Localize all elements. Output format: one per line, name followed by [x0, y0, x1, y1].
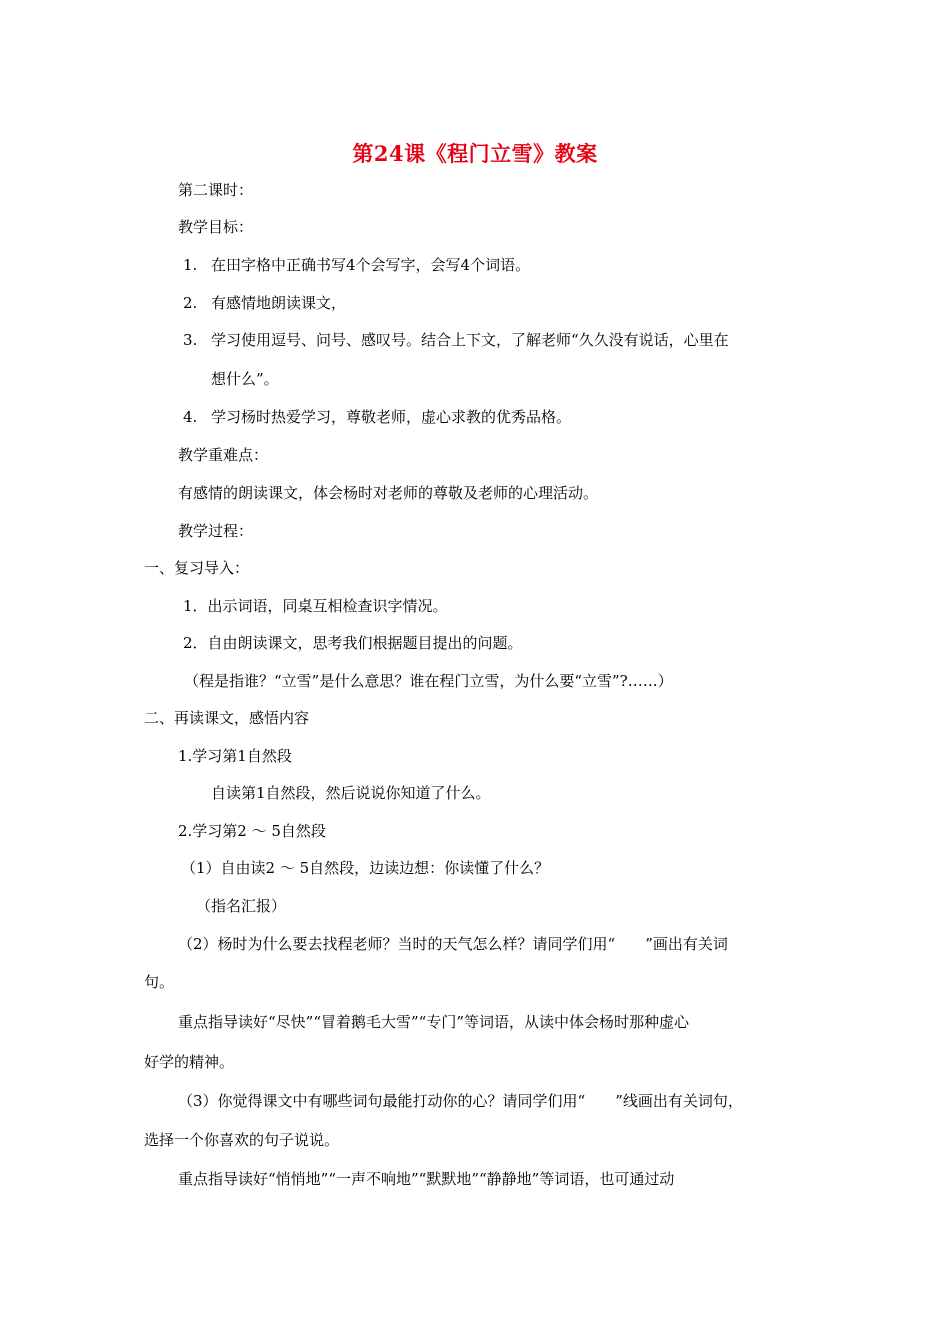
section-2-step-1-text: 自读第1自然段，然后说说你知道了什么。	[211, 784, 491, 802]
heading-key-points: 教学重难点：	[178, 446, 269, 464]
goal-number: 2.	[183, 294, 198, 312]
section-2-step-2-item-2: （2）杨时为什么要去找程老师？当时的天气怎么样？请同学们用“ ”画出有关词	[178, 935, 728, 953]
section-1-step-2: 2．自由朗读课文，思考我们根据题目提出的问题。	[183, 634, 523, 652]
document-title: 第24课《程门立雪》教案	[352, 141, 598, 166]
goal-item-2	[183, 293, 346, 313]
section-1-step-1: 1．出示词语，同桌互相检查识字情况。	[183, 597, 448, 615]
section-2-step-2: 2.学习第2 ～ 5自然段	[178, 822, 326, 840]
section-2-step-1: 1.学习第1自然段	[178, 747, 292, 765]
goal-text: 学习杨时热爱学习，尊敬老师，虚心求教的优秀品格。	[211, 408, 572, 426]
section-2-step-2-report: （指名汇报）	[196, 897, 287, 915]
goal-text: 在田字格中正确书写4个会写字，会写4个词语。	[211, 256, 531, 274]
goal-number: 3.	[183, 331, 198, 349]
goal-item-3	[183, 330, 729, 350]
section-2-guidance-1-continued: 好学的精神。	[144, 1053, 235, 1071]
goal-item-4	[183, 407, 571, 427]
section-2-guidance-1: 重点指导读好“尽快”“冒着鹅毛大雪”“专门”等词语，从读中体会杨时那种虚心	[178, 1013, 690, 1031]
section-2-heading: 二、再读课文，感悟内容	[144, 709, 310, 727]
section-2-step-2-item-1: （1）自由读2 ～ 5自然段，边读边想：你读懂了什么？	[181, 859, 550, 877]
goal-item-1	[183, 255, 530, 275]
section-2-guidance-2: 重点指导读好“悄悄地”“一声不响地”“默默地”“静静地”等词语，也可通过动	[178, 1170, 675, 1188]
section-2-step-2-item-2-continued: 句。	[144, 973, 175, 991]
section-1-heading: 一、复习导入：	[144, 559, 250, 577]
key-points-text: 有感情的朗读课文，体会杨时对老师的尊敬及老师的心理活动。	[178, 484, 599, 502]
goal-item-3-continued: 想什么”。	[211, 370, 279, 388]
heading-objectives: 教学目标：	[178, 218, 254, 236]
goal-number: 4.	[183, 408, 198, 426]
section-2-step-2-item-3: （3）你觉得课文中有哪些词句最能打动你的心？请同学们用“ ”线画出有关词句，	[178, 1092, 743, 1110]
goal-text: 学习使用逗号、问号、感叹号。结合上下文，了解老师“久久没有说话，心里在	[211, 331, 729, 349]
section-1-questions: （程是指谁？“立雪”是什么意思？谁在程门立雪，为什么要“立雪”?……）	[184, 672, 673, 690]
section-2-step-2-item-3-continued: 选择一个你喜欢的句子说说。	[144, 1131, 340, 1149]
goal-number: 1.	[183, 256, 198, 274]
goal-text: 有感情地朗读课文，	[211, 294, 347, 312]
lesson-period: 第二课时：	[178, 181, 254, 199]
heading-process: 教学过程：	[178, 522, 254, 540]
